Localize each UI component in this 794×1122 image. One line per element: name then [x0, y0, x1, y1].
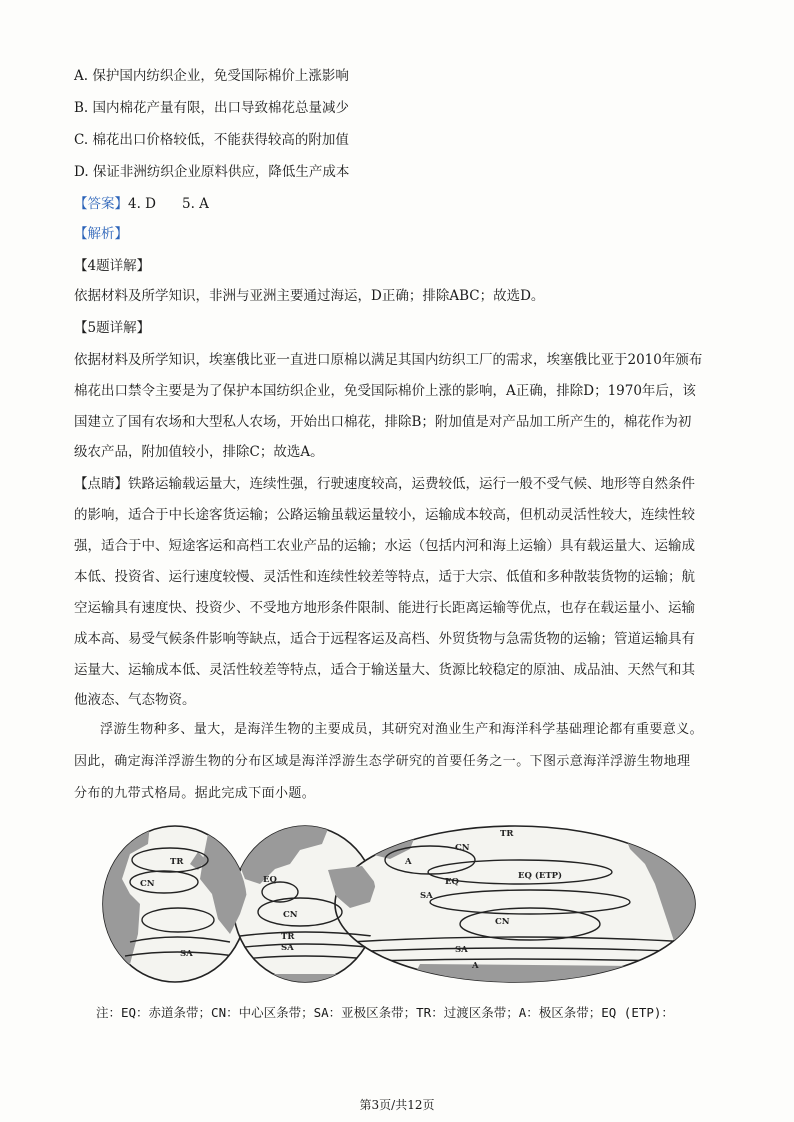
- zone-label: TR: [500, 829, 514, 839]
- answer-q4: 4. D: [128, 196, 156, 212]
- zone-label: SA: [455, 945, 468, 955]
- zone-label: CN: [283, 910, 298, 920]
- option-a: A. 保护国内纺织企业，免受国际棉价上涨影响: [74, 68, 349, 84]
- page-footer: 第3页/共12页: [359, 1098, 435, 1112]
- tip-line: 空运输具有速度快、投资少、不受地方地形条件限制、能进行长距离运输等优点，也存在载运量小、运输: [74, 600, 695, 616]
- q5-line: 国建立了国有农场和大型私人农场，开始出口棉花，排除B；附加值是对产品加工所产生的，棉花作为初: [74, 414, 692, 430]
- q4-heading: 【4题详解】: [74, 258, 151, 274]
- option-c: C. 棉花出口价格较低，不能获得较高的附加值: [74, 132, 349, 148]
- tip-line: 成本高、易受气候条件影响等缺点，适合于远程客运及高档、外贸货物与急需货物的运输；管道运输具有: [74, 631, 695, 647]
- tip-line: 的影响，适合于中长途客货运输；公路运输虽载运量较小，运输成本较高，但机动灵活性较大，连续性较: [74, 507, 695, 523]
- zone-label: CN: [140, 879, 155, 889]
- answer-q5: 5. A: [182, 196, 209, 212]
- zone-label: EQ: [445, 877, 459, 887]
- passage-line: 分布的九带式格局。据此完成下面小题。: [74, 786, 316, 801]
- zone-label: TR: [281, 932, 295, 942]
- map-svg: [100, 824, 700, 984]
- zone-label: CN: [495, 917, 510, 927]
- q4-text: 依据材料及所学知识，非洲与亚洲主要通过海运，D正确；排除ABC；故选D。: [74, 288, 545, 304]
- passage-line: 因此，确定海洋浮游生物的分布区域是海洋浮游生态学研究的首要任务之一。下图示意海洋浮游生物地理: [74, 754, 691, 769]
- zone-label: CN: [455, 843, 470, 853]
- answer-tag: 【答案】: [74, 196, 128, 212]
- tip-line: 运量大、运输成本低、灵活性较差等特点，适合于输送量大、货源比较稳定的原油、成品油、天然气和其: [74, 662, 695, 678]
- zone-label: EQ: [263, 875, 277, 885]
- zone-label: A: [472, 961, 479, 971]
- map-legend-note: 注：EQ：赤道条带；CN：中心区条带；SA：亚极区条带；TR：过渡区条带；A：极区条带；EQ (ETP)：: [96, 1005, 674, 1020]
- tip-line: 本低、投资省、运行速度较慢、灵活性和连续性较差等特点，适于大宗、低值和多种散装货物的运输；航: [74, 569, 695, 585]
- zone-label: SA: [281, 943, 294, 953]
- option-d: D. 保证非洲纺织企业原料供应，降低生产成本: [74, 164, 350, 180]
- q5-heading: 【5题详解】: [74, 320, 151, 336]
- q5-line: 依据材料及所学知识，埃塞俄比亚一直进口原棉以满足其国内纺织工厂的需求，埃塞俄比亚于2010年颁布: [74, 352, 703, 368]
- zone-label: SA: [180, 949, 193, 959]
- zone-label: A: [405, 857, 412, 867]
- plankton-zone-map: [100, 824, 700, 984]
- q5-line: 级农产品，附加值较小，排除C；故选A。: [74, 444, 324, 460]
- passage-line: 浮游生物种多、量大，是海洋生物的主要成员，其研究对渔业生产和海洋科学基础理论都有重要意义。: [100, 722, 704, 737]
- zone-label: TR: [170, 857, 184, 867]
- tip-line: 【点睛】铁路运输载运量大，连续性强，行驶速度较高，运费较低，运行一般不受气候、地形等自然条件: [74, 476, 695, 492]
- q5-line: 棉花出口禁令主要是为了保护本国纺织企业，免受国际棉价上涨的影响，A正确，排除D；1970年后，该: [74, 383, 696, 399]
- tip-line: 强，适合于中、短途客运和高档工农业产品的运输；水运（包括内河和海上运输）具有载运量大、运输成: [74, 538, 695, 554]
- tip-tag: 【点睛】: [74, 476, 128, 492]
- tip-line: 他液态、气态物资。: [74, 692, 196, 708]
- zone-label: SA: [420, 891, 433, 901]
- zone-label: EQ (ETP): [518, 871, 563, 881]
- analysis-tag: 【解析】: [74, 226, 128, 242]
- answer-line: [74, 194, 734, 214]
- option-b: B. 国内棉花产量有限，出口导致棉花总量减少: [74, 100, 350, 116]
